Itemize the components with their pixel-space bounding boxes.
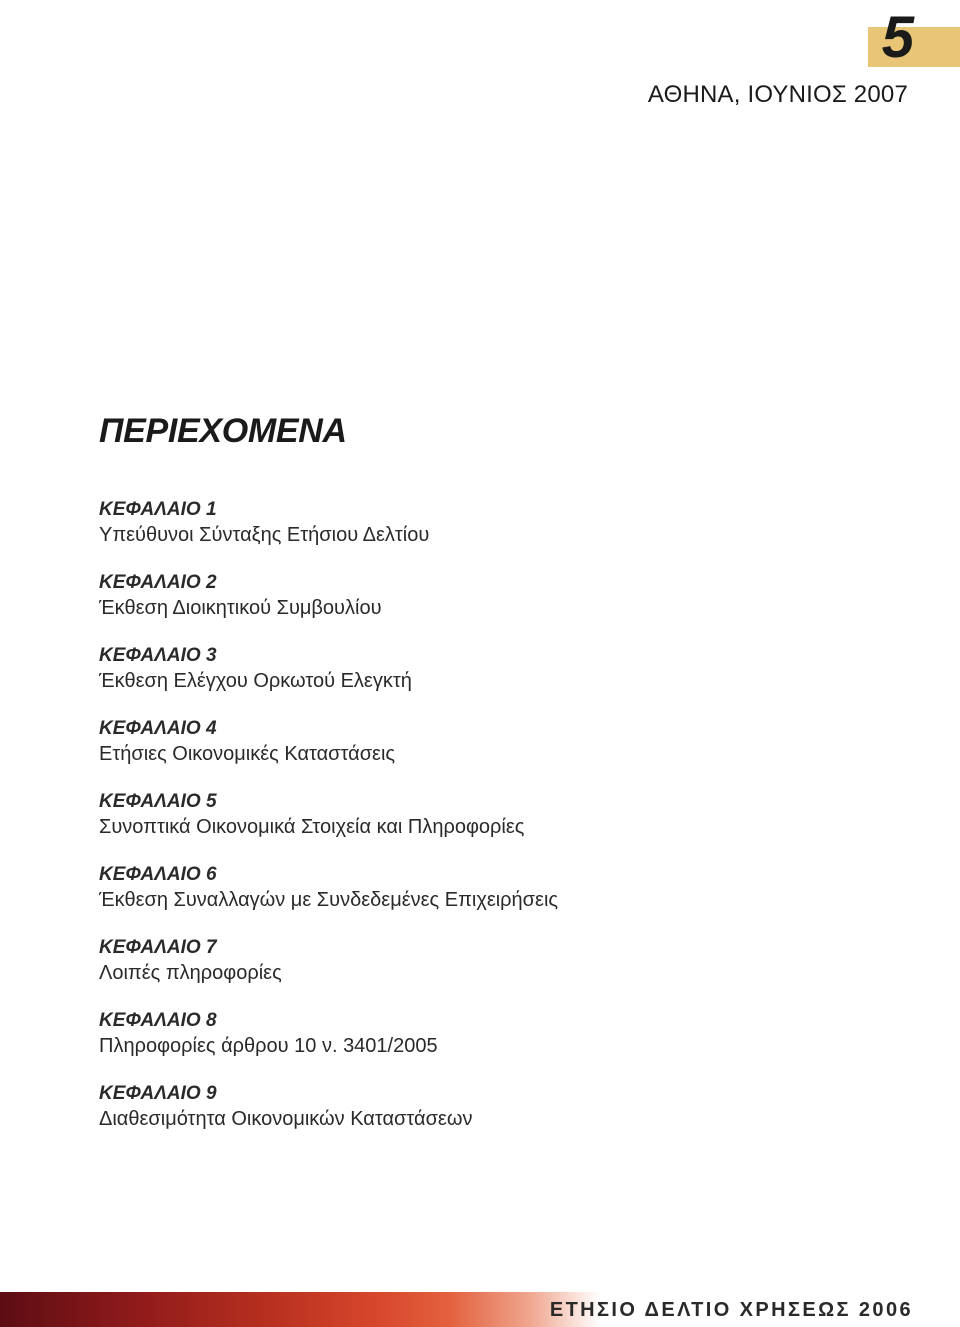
chapter-label: ΚΕΦΑΛΑΙΟ 5: [99, 791, 217, 812]
chapter-title: Λοιπές πληροφορίες: [99, 962, 282, 984]
chapter-title: Έκθεση Ελέγχου Ορκωτού Ελεγκτή: [99, 670, 412, 692]
page-number-tab: [868, 5, 960, 70]
chapter-title: Υπεύθυνοι Σύνταξης Ετήσιου Δελτίου: [99, 524, 430, 546]
toc-item-chapter-1: [99, 497, 558, 570]
table-of-contents: [99, 497, 558, 1154]
toc-title: ΠΕΡΙΕΧΟΜΕΝΑ: [99, 412, 347, 450]
chapter-label: ΚΕΦΑΛΑΙΟ 8: [99, 1010, 217, 1031]
chapter-label: ΚΕΦΑΛΑΙΟ 7: [99, 937, 217, 958]
toc-item-chapter-8: [99, 1008, 558, 1081]
toc-item-chapter-6: [99, 862, 558, 935]
footer-title: ΕΤΗΣΙΟ ΔΕΛΤΙΟ ΧΡΗΣΕΩΣ 2006: [549, 1299, 913, 1321]
toc-item-chapter-2: [99, 570, 558, 643]
chapter-label: ΚΕΦΑΛΑΙΟ 6: [99, 864, 217, 885]
chapter-label: ΚΕΦΑΛΑΙΟ 1: [99, 499, 217, 520]
chapter-label: ΚΕΦΑΛΑΙΟ 3: [99, 645, 217, 666]
page-number: 5: [881, 5, 914, 70]
footer-gradient-bar: [0, 1292, 600, 1327]
toc-item-chapter-7: [99, 935, 558, 1008]
toc-item-chapter-3: [99, 643, 558, 716]
toc-item-chapter-5: [99, 789, 558, 862]
chapter-title: Ετήσιες Οικονομικές Καταστάσεις: [99, 743, 396, 765]
chapter-title: Έκθεση Συναλλαγών με Συνδεδεμένες Επιχειρήσεις: [99, 889, 559, 911]
chapter-label: ΚΕΦΑΛΑΙΟ 4: [99, 718, 217, 739]
chapter-label: ΚΕΦΑΛΑΙΟ 9: [99, 1083, 217, 1104]
chapter-title: Έκθεση Διοικητικού Συμβουλίου: [99, 597, 382, 619]
chapter-label: ΚΕΦΑΛΑΙΟ 2: [99, 572, 217, 593]
chapter-title: Πληροφορίες άρθρου 10 ν. 3401/2005: [99, 1035, 438, 1057]
chapter-title: Διαθεσιμότητα Οικονομικών Καταστάσεων: [99, 1108, 473, 1130]
toc-item-chapter-4: [99, 716, 558, 789]
toc-item-chapter-9: [99, 1081, 558, 1154]
chapter-title: Συνοπτικά Οικονομικά Στοιχεία και Πληροφορίες: [99, 816, 525, 838]
place-date: ΑΘΗΝΑ, ΙΟΥΝΙΟΣ 2007: [647, 81, 908, 108]
